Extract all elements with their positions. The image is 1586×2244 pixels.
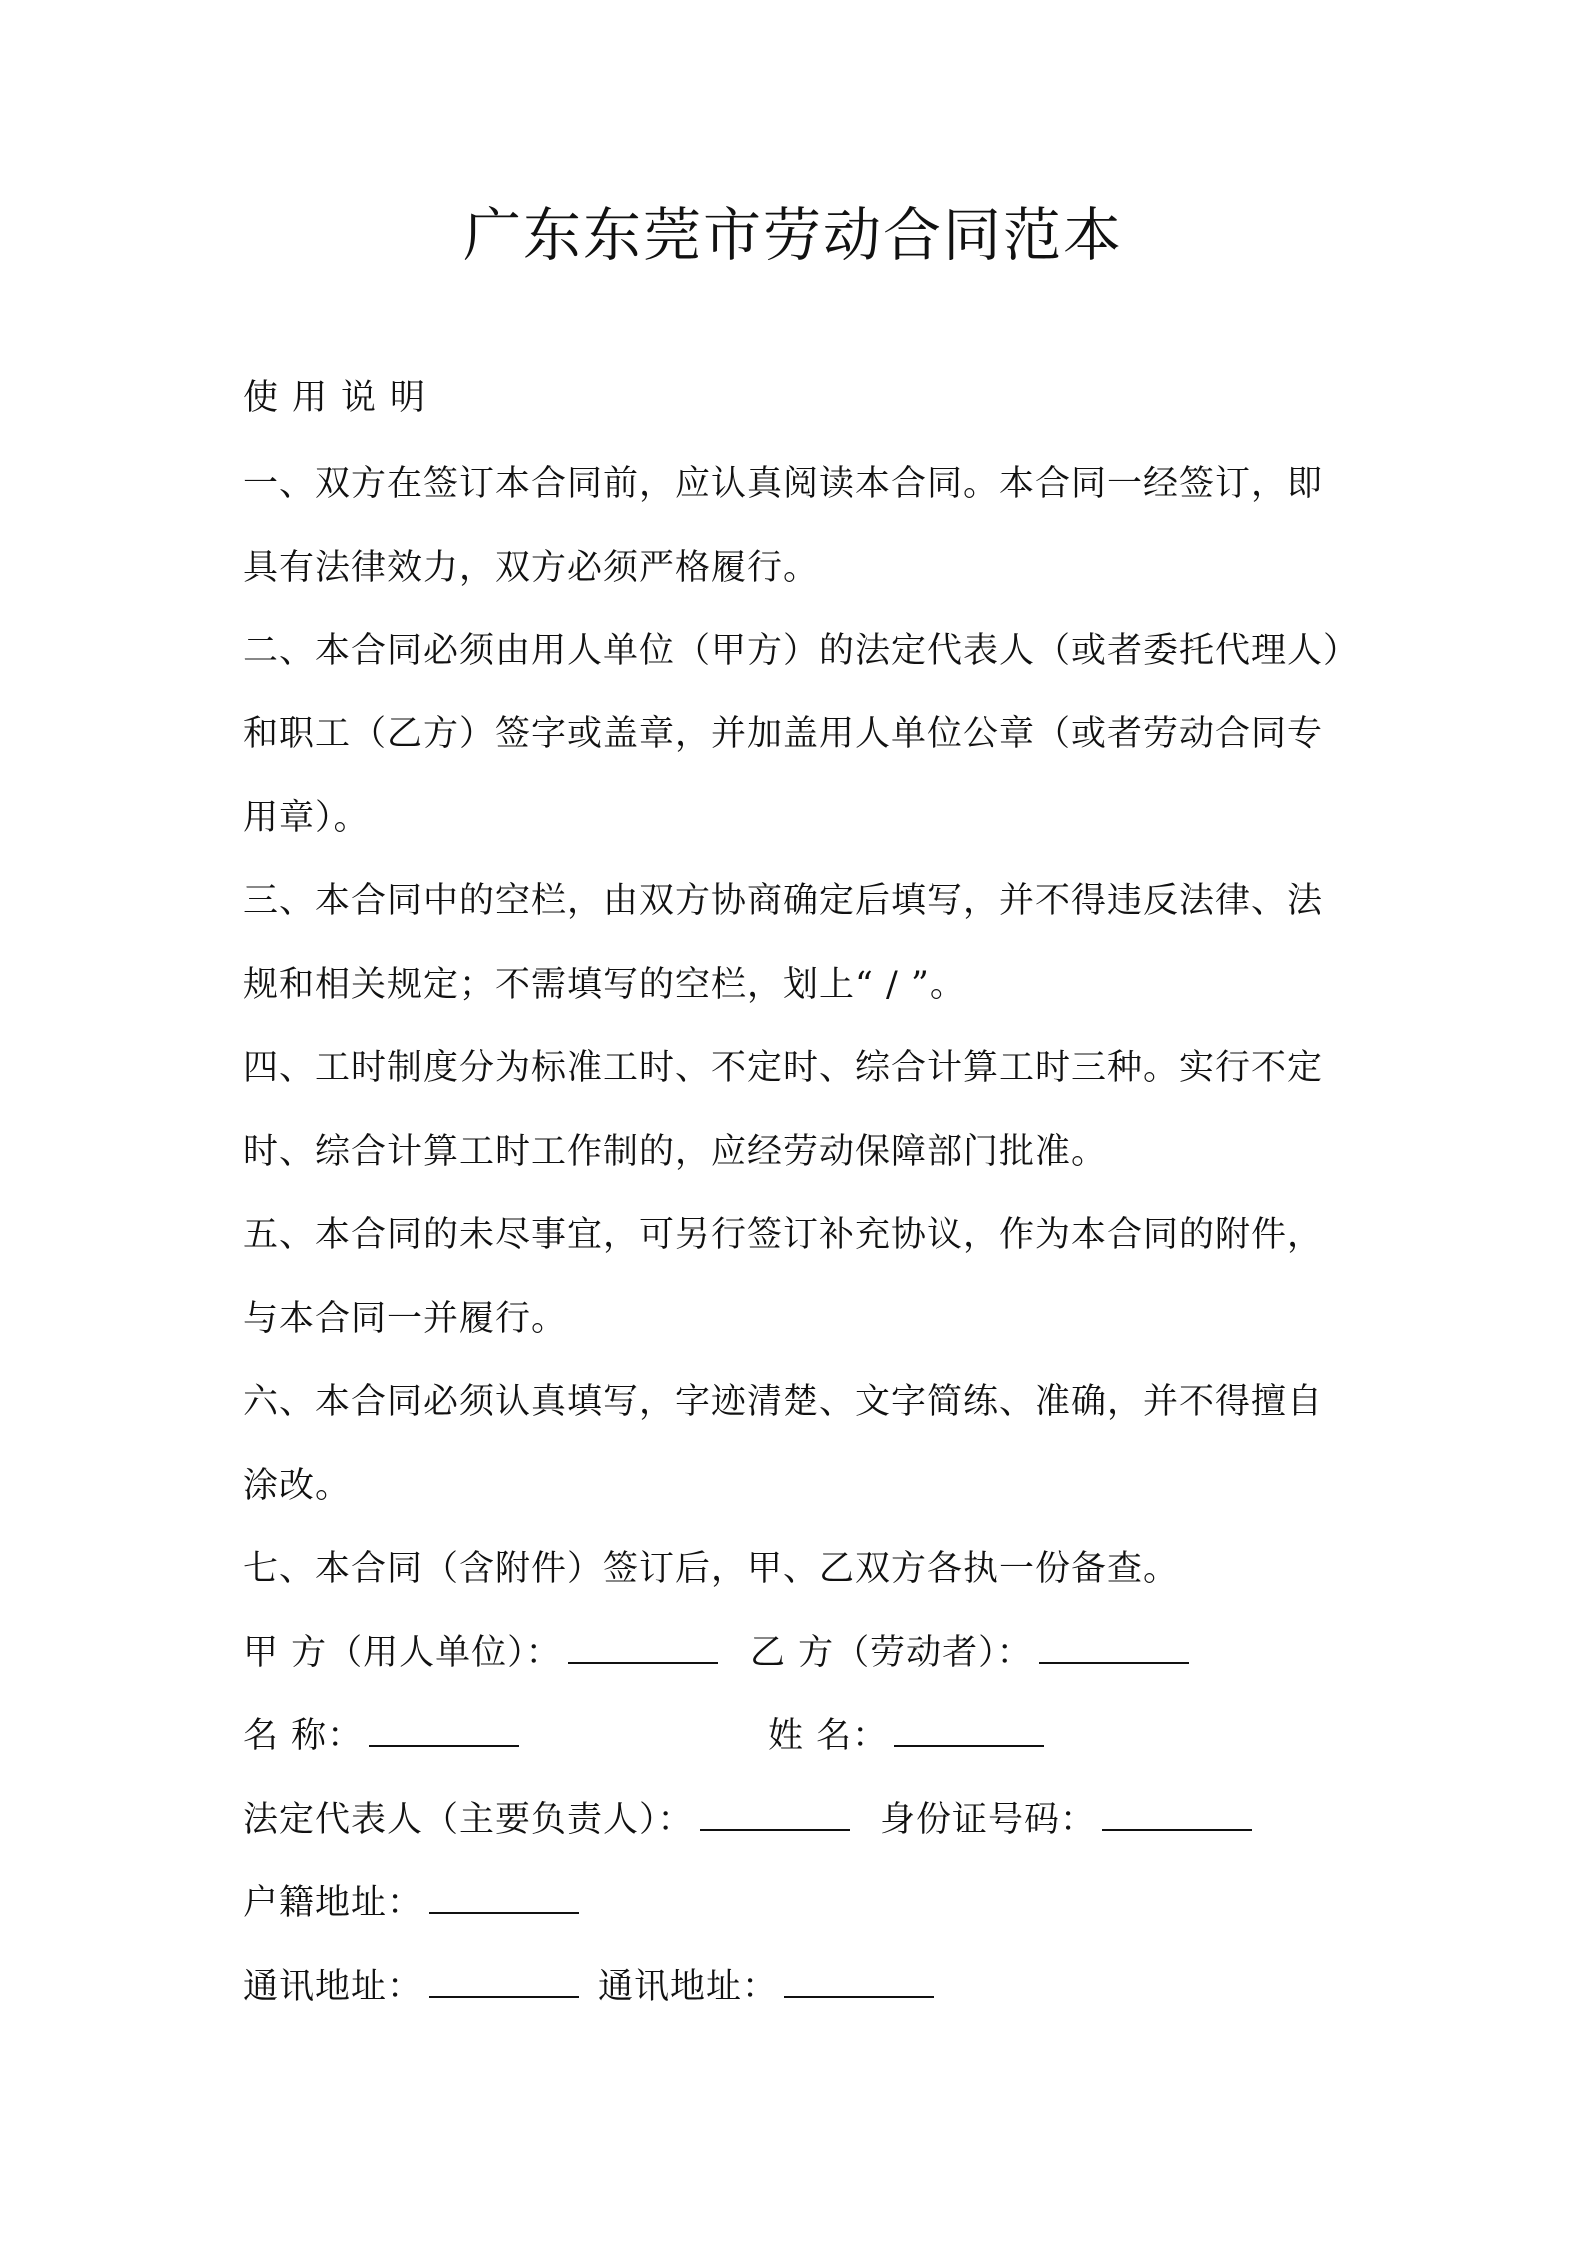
- contact-address-a-label: 通讯地址：: [243, 1967, 424, 2007]
- instruction-line: 七、本合同（含附件）签订后，甲、乙双方各执一份备查。: [243, 1549, 1180, 1589]
- legal-rep-label: 法定代表人（主要负责人）：: [243, 1800, 694, 1840]
- contact-address-a-blank[interactable]: [429, 1966, 579, 1998]
- instruction-line: 二、本合同必须由用人单位（甲方）的法定代表人（或者委托代理人）: [243, 631, 1360, 671]
- contact-address-b-blank[interactable]: [784, 1966, 934, 1998]
- party-a-blank[interactable]: [568, 1632, 718, 1664]
- instruction-line: 五、本合同的未尽事宜，可另行签订补充协议，作为本合同的附件，: [243, 1215, 1324, 1255]
- company-name-blank[interactable]: [369, 1715, 519, 1747]
- instruction-line: 一、双方在签订本合同前，应认真阅读本合同。本合同一经签订，即: [243, 464, 1324, 504]
- person-name-label: 姓 名：: [768, 1716, 889, 1756]
- instruction-line: 具有法律效力，双方必须严格履行。: [243, 548, 820, 588]
- document-title: 广东东莞市劳动合同范本: [462, 201, 1123, 269]
- household-address-field: [243, 1879, 579, 1927]
- legal-rep-blank[interactable]: [700, 1799, 850, 1831]
- household-address-blank[interactable]: [429, 1882, 579, 1914]
- contact-address-b-label: 通讯地址：: [598, 1967, 779, 2007]
- instruction-line: 六、本合同必须认真填写，字迹清楚、文字简练、准确，并不得擅自: [243, 1382, 1324, 1422]
- id-number-field: [880, 1796, 1252, 1844]
- party-b-blank[interactable]: [1039, 1632, 1189, 1664]
- legal-rep-field: [243, 1796, 850, 1844]
- party-a-label: 甲 方（用人单位）：: [243, 1633, 562, 1673]
- instruction-line: 用章）。: [243, 798, 370, 838]
- person-name-blank[interactable]: [894, 1715, 1044, 1747]
- instruction-line: 涂改。: [243, 1466, 352, 1506]
- party-a-field: [243, 1629, 718, 1677]
- instructions-heading: 使用说明: [243, 378, 440, 418]
- instruction-line: 规和相关规定；不需填写的空栏，划上“ / ”。: [243, 965, 966, 1005]
- contact-address-b-field: [598, 1963, 934, 2011]
- id-number-blank[interactable]: [1102, 1799, 1252, 1831]
- company-name-field: [243, 1712, 519, 1760]
- instruction-line: 时、综合计算工时工作制的，应经劳动保障部门批准。: [243, 1132, 1108, 1172]
- person-name-field: [768, 1712, 1044, 1760]
- instruction-line: 与本合同一并履行。: [243, 1299, 568, 1339]
- party-b-label: 乙 方（劳动者）：: [750, 1633, 1033, 1673]
- instruction-line: 四、工时制度分为标准工时、不定时、综合计算工时三种。实行不定: [243, 1048, 1324, 1088]
- instruction-line: 和职工（乙方）签字或盖章，并加盖用人单位公章（或者劳动合同专: [243, 714, 1324, 754]
- id-number-label: 身份证号码：: [880, 1800, 1097, 1840]
- party-b-field: [750, 1629, 1189, 1677]
- household-address-label: 户籍地址：: [243, 1883, 424, 1923]
- instruction-line: 三、本合同中的空栏，由双方协商确定后填写，并不得违反法律、法: [243, 881, 1324, 921]
- company-name-label: 名 称：: [243, 1716, 364, 1756]
- contact-address-a-field: [243, 1963, 579, 2011]
